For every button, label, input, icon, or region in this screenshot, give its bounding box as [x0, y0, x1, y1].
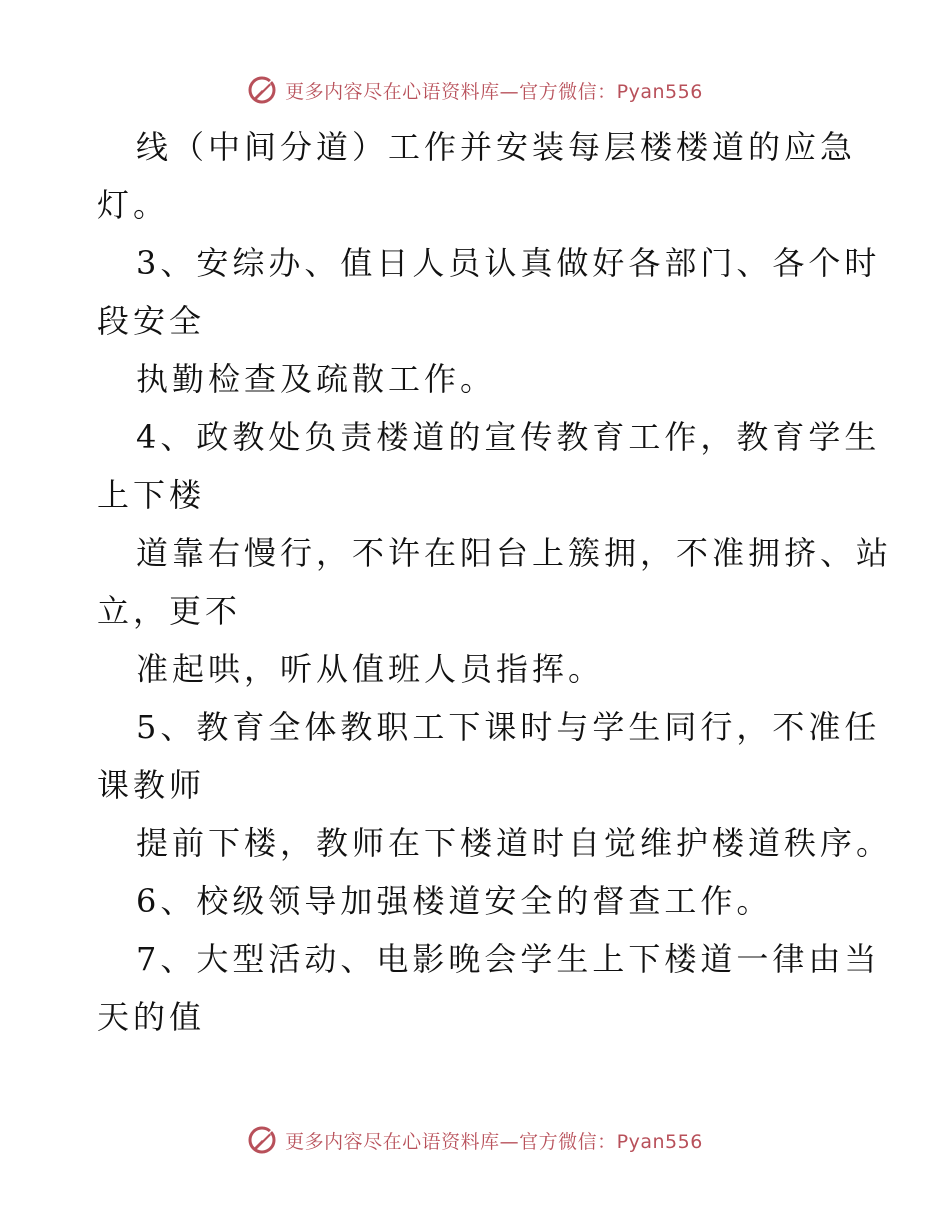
footer-banner-text: 更多内容尽在心语资料库—官方微信：Pyan556 [285, 1130, 703, 1153]
document-body [97, 118, 893, 1046]
footer-banner [0, 1120, 950, 1160]
body-line: 提前下楼，教师在下楼道时自觉维护楼道秩序。 [136, 824, 893, 862]
body-line: 线（中间分道）工作并安装每层楼楼道的应急 [136, 128, 857, 166]
body-line: 课教师 [97, 766, 206, 804]
body-line: 灯。 [97, 186, 170, 224]
body-line: 立，更不 [97, 592, 242, 630]
header-banner [0, 70, 950, 110]
body-line: 5、教育全体教职工下课时与学生同行，不准任 [136, 708, 881, 746]
body-line: 3、安综办、值日人员认真做好各部门、各个时 [136, 244, 881, 282]
body-line: 上下楼 [97, 476, 206, 514]
body-line: 执勤检查及疏散工作。 [136, 360, 497, 398]
body-line: 6、校级领导加强楼道安全的督查工作。 [136, 882, 773, 920]
body-line: 7、大型活动、电影晚会学生上下楼道一律由当 [136, 940, 881, 978]
body-line: 段安全 [97, 302, 206, 340]
body-line: 天的值 [97, 998, 206, 1036]
body-line: 道靠右慢行，不许在阳台上簇拥，不准拥挤、站 [136, 534, 893, 572]
quill-logo-icon [247, 1125, 277, 1155]
body-line: 准起哄，听从值班人员指挥。 [136, 650, 605, 688]
quill-logo-icon [247, 75, 277, 105]
body-line: 4、政教处负责楼道的宣传教育工作，教育学生 [136, 418, 881, 456]
header-banner-text: 更多内容尽在心语资料库—官方微信：Pyan556 [285, 80, 703, 103]
